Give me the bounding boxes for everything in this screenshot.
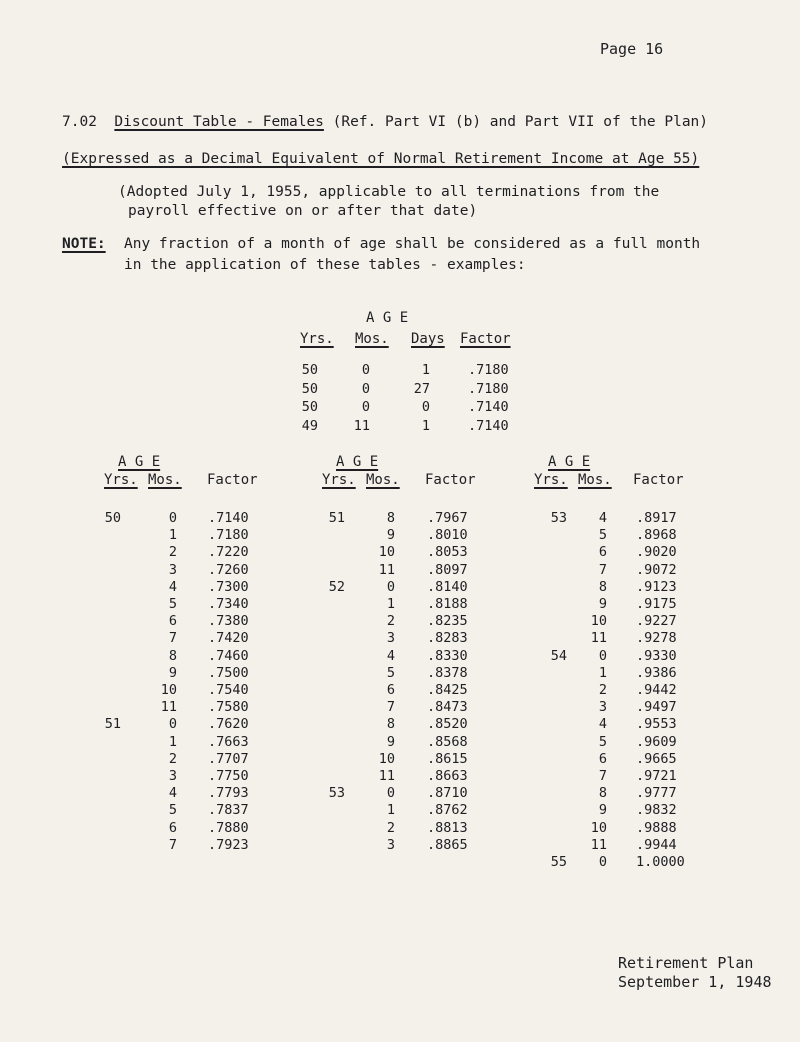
table3-mos-cell: 4 xyxy=(598,716,607,733)
example-col-mos: Mos. xyxy=(355,331,389,347)
section-heading xyxy=(62,114,708,130)
table1-mos-cell: 3 xyxy=(168,561,177,578)
table3-mos-cell: 7 xyxy=(598,768,607,784)
table3-factor-cell: 1.0000 xyxy=(636,854,685,870)
table3-col-mos: Mos. xyxy=(578,472,612,488)
table3-mos-cell: 6 xyxy=(598,750,607,767)
table1-mos-cell: 5 xyxy=(168,802,177,819)
table1-mos-cell: 5 xyxy=(168,596,177,612)
table3-factor-cell: .9175 xyxy=(636,596,677,612)
table3-factor-cell: .8968 xyxy=(636,527,677,544)
example-cell: 0 xyxy=(361,362,370,378)
table1-mos-cell: 2 xyxy=(168,750,177,767)
table2-factor-cell: .8053 xyxy=(427,544,468,561)
example-cell: 11 xyxy=(353,417,370,434)
table1-factor-cell: .7340 xyxy=(208,596,249,612)
table3-factor-cell: .9072 xyxy=(636,561,677,578)
table3-age-header: A G E xyxy=(548,454,591,470)
table-reference: (Ref. Part VI (b) and Part VII of the Plan) xyxy=(332,114,709,130)
table2-mos-cell: 1 xyxy=(386,596,395,612)
table2-factor-cell: .8568 xyxy=(427,733,468,750)
table1-col-mos: Mos. xyxy=(148,472,182,488)
note-line-2: in the application of these tables - examples: xyxy=(124,257,526,273)
example-cell: 1 xyxy=(421,362,430,378)
table1-mos-cell: 8 xyxy=(168,647,177,664)
table1-factor-cell: .7140 xyxy=(208,510,249,526)
table1-mos-cell: 7 xyxy=(168,836,177,853)
table1-mos-cell: 9 xyxy=(168,664,177,681)
table3-factor-cell: .9227 xyxy=(636,613,677,630)
table2-mos-cell: 9 xyxy=(386,527,395,544)
table2-mos-cell: 0 xyxy=(386,785,395,802)
table2-age-header: A G E xyxy=(336,454,379,470)
table3-factor-cell: .9497 xyxy=(636,699,677,716)
page-number: Page 16 xyxy=(600,40,664,58)
table2-factor-cell: .7967 xyxy=(427,510,468,526)
example-col-days: Days xyxy=(411,331,445,347)
table3-factor-cell: .9609 xyxy=(636,733,677,750)
table2-yrs-cell: 52 xyxy=(328,578,345,595)
table1-mos-cell: 1 xyxy=(168,527,177,544)
table3-factor-cell: .9553 xyxy=(636,716,677,733)
table1-factor-cell: .7460 xyxy=(208,647,249,664)
table1-mos-cell: 10 xyxy=(160,682,177,698)
footer-date: September 1, 1948 xyxy=(618,973,772,991)
table2-mos-cell: 3 xyxy=(386,836,395,853)
table3-col-factor: Factor xyxy=(633,472,684,488)
table1-factor-cell: .7620 xyxy=(208,716,249,733)
table3-factor-cell: .9665 xyxy=(636,750,677,767)
table-subtitle: (Expressed as a Decimal Equivalent of Normal Retirement Income at Age 55) xyxy=(62,151,700,167)
table1-mos-cell: 7 xyxy=(168,630,177,647)
table1-mos-cell: 0 xyxy=(168,510,177,526)
table3-mos-cell: 10 xyxy=(590,819,607,836)
table3-mos-cell: 11 xyxy=(590,836,607,853)
table2-mos-cell: 7 xyxy=(386,699,395,716)
table1-factor-cell: .7420 xyxy=(208,630,249,647)
table2-factor-cell: .8762 xyxy=(427,802,468,819)
table3-factor-cell: .9123 xyxy=(636,578,677,595)
table2-mos-cell: 8 xyxy=(386,716,395,733)
table3-mos-cell: 0 xyxy=(598,647,607,664)
table2-factor-cell: .8813 xyxy=(427,819,468,836)
table2-col-yrs: Yrs. xyxy=(322,472,356,488)
table3-mos-cell: 5 xyxy=(598,527,607,544)
example-cell: 49 xyxy=(301,417,318,434)
table2-yrs-cell: 51 xyxy=(328,510,345,526)
table1-mos-cell: 1 xyxy=(168,733,177,750)
table3-mos-cell: 4 xyxy=(598,510,607,526)
table3-yrs-cell: 54 xyxy=(550,647,567,664)
table1-mos-cell: 6 xyxy=(168,819,177,836)
table1-yrs-cell: 51 xyxy=(104,716,121,733)
table3-mos-cell: 8 xyxy=(598,578,607,595)
table1-mos-cell: 3 xyxy=(168,768,177,784)
table1-factor-cell: .7837 xyxy=(208,802,249,819)
table3-mos-cell: 0 xyxy=(598,854,607,870)
table1-factor-cell: .7663 xyxy=(208,733,249,750)
table1-mos-cell: 4 xyxy=(168,578,177,595)
table3-factor-cell: .9832 xyxy=(636,802,677,819)
table2-mos-cell: 2 xyxy=(386,613,395,630)
table3-factor-cell: .9777 xyxy=(636,785,677,802)
table2-yrs-cell: 53 xyxy=(328,785,345,802)
example-cell: 50 xyxy=(301,399,318,415)
example-cell: 27 xyxy=(413,380,430,397)
table3-mos-cell: 9 xyxy=(598,596,607,612)
table1-mos-cell: 11 xyxy=(160,699,177,716)
table1-mos-cell: 2 xyxy=(168,544,177,561)
example-cell: .7180 xyxy=(468,362,509,378)
section-number: 7.02 xyxy=(62,114,97,130)
table2-mos-cell: 1 xyxy=(386,802,395,819)
table2-factor-cell: .8663 xyxy=(427,768,468,784)
table2-factor-cell: .8378 xyxy=(427,664,468,681)
table2-factor-cell: .8140 xyxy=(427,578,468,595)
example-cell: .7140 xyxy=(468,399,509,415)
table1-col-factor: Factor xyxy=(207,472,258,488)
example-age-header: A G E xyxy=(366,310,409,326)
table3-factor-cell: .8917 xyxy=(636,510,677,526)
table3-mos-cell: 9 xyxy=(598,802,607,819)
example-cell: .7180 xyxy=(468,380,509,397)
table1-factor-cell: .7540 xyxy=(208,682,249,698)
table2-factor-cell: .8235 xyxy=(427,613,468,630)
table2-mos-cell: 3 xyxy=(386,630,395,647)
table2-col-factor: Factor xyxy=(425,472,476,488)
table1-age-header: A G E xyxy=(118,454,161,470)
table1-mos-cell: 4 xyxy=(168,785,177,802)
table3-factor-cell: .9386 xyxy=(636,664,677,681)
table2-factor-cell: .8425 xyxy=(427,682,468,698)
table3-yrs-cell: 55 xyxy=(550,854,567,870)
table2-factor-cell: .8283 xyxy=(427,630,468,647)
table2-mos-cell: 2 xyxy=(386,819,395,836)
footer-plan-name: Retirement Plan xyxy=(618,954,754,972)
table3-mos-cell: 11 xyxy=(590,630,607,647)
table2-mos-cell: 4 xyxy=(386,647,395,664)
table3-factor-cell: .9278 xyxy=(636,630,677,647)
table3-mos-cell: 5 xyxy=(598,733,607,750)
table3-mos-cell: 6 xyxy=(598,544,607,561)
table2-col-mos: Mos. xyxy=(366,472,400,488)
table3-col-yrs: Yrs. xyxy=(534,472,568,488)
table1-yrs-cell: 50 xyxy=(104,510,121,526)
table3-yrs-cell: 53 xyxy=(550,510,567,526)
table2-mos-cell: 8 xyxy=(386,510,395,526)
table3-mos-cell: 1 xyxy=(598,664,607,681)
table2-mos-cell: 10 xyxy=(378,544,395,561)
table1-mos-cell: 6 xyxy=(168,613,177,630)
table1-factor-cell: .7880 xyxy=(208,819,249,836)
table2-factor-cell: .8615 xyxy=(427,750,468,767)
table2-mos-cell: 6 xyxy=(386,682,395,698)
table1-factor-cell: .7500 xyxy=(208,664,249,681)
table1-factor-cell: .7793 xyxy=(208,785,249,802)
table1-factor-cell: .7260 xyxy=(208,561,249,578)
table2-factor-cell: .8710 xyxy=(427,785,468,802)
table2-mos-cell: 10 xyxy=(378,750,395,767)
table1-factor-cell: .7707 xyxy=(208,750,249,767)
table3-mos-cell: 7 xyxy=(598,561,607,578)
example-cell: 50 xyxy=(301,362,318,378)
table1-factor-cell: .7380 xyxy=(208,613,249,630)
table3-factor-cell: .9020 xyxy=(636,544,677,561)
note-line-1: Any fraction of a month of age shall be considered as a full month xyxy=(124,236,701,252)
example-cell: 0 xyxy=(421,399,430,415)
table2-factor-cell: .8865 xyxy=(427,836,468,853)
table2-factor-cell: .8330 xyxy=(427,647,468,664)
table1-factor-cell: .7923 xyxy=(208,836,249,853)
table1-factor-cell: .7300 xyxy=(208,578,249,595)
example-cell: 0 xyxy=(361,380,370,397)
table2-mos-cell: 11 xyxy=(378,561,395,578)
adopted-line-2: payroll effective on or after that date) xyxy=(128,203,478,219)
table2-factor-cell: .8473 xyxy=(427,699,468,716)
table2-factor-cell: .8520 xyxy=(427,716,468,733)
table1-factor-cell: .7750 xyxy=(208,768,249,784)
table2-mos-cell: 5 xyxy=(386,664,395,681)
note-label: NOTE: xyxy=(62,236,106,252)
table3-factor-cell: .9944 xyxy=(636,836,677,853)
table-title: Discount Table - Females xyxy=(114,114,324,130)
example-cell: 50 xyxy=(301,380,318,397)
table3-mos-cell: 10 xyxy=(590,613,607,630)
table3-factor-cell: .9721 xyxy=(636,768,677,784)
table3-mos-cell: 8 xyxy=(598,785,607,802)
table3-mos-cell: 2 xyxy=(598,682,607,698)
table2-mos-cell: 11 xyxy=(378,768,395,784)
adopted-line-1: (Adopted July 1, 1955, applicable to all terminations from the xyxy=(118,184,660,200)
table3-factor-cell: .9888 xyxy=(636,819,677,836)
table3-factor-cell: .9442 xyxy=(636,682,677,698)
table1-col-yrs: Yrs. xyxy=(104,472,138,488)
example-cell: .7140 xyxy=(468,417,509,434)
example-col-factor: Factor xyxy=(460,331,511,347)
table3-mos-cell: 3 xyxy=(598,699,607,716)
table1-mos-cell: 0 xyxy=(168,716,177,733)
table1-factor-cell: .7220 xyxy=(208,544,249,561)
table2-mos-cell: 9 xyxy=(386,733,395,750)
table2-factor-cell: .8010 xyxy=(427,527,468,544)
example-cell: 1 xyxy=(421,417,430,434)
table1-factor-cell: .7580 xyxy=(208,699,249,716)
table2-factor-cell: .8097 xyxy=(427,561,468,578)
table3-factor-cell: .9330 xyxy=(636,647,677,664)
table2-mos-cell: 0 xyxy=(386,578,395,595)
example-col-yrs: Yrs. xyxy=(300,331,334,347)
table1-factor-cell: .7180 xyxy=(208,527,249,544)
example-cell: 0 xyxy=(361,399,370,415)
table2-factor-cell: .8188 xyxy=(427,596,468,612)
